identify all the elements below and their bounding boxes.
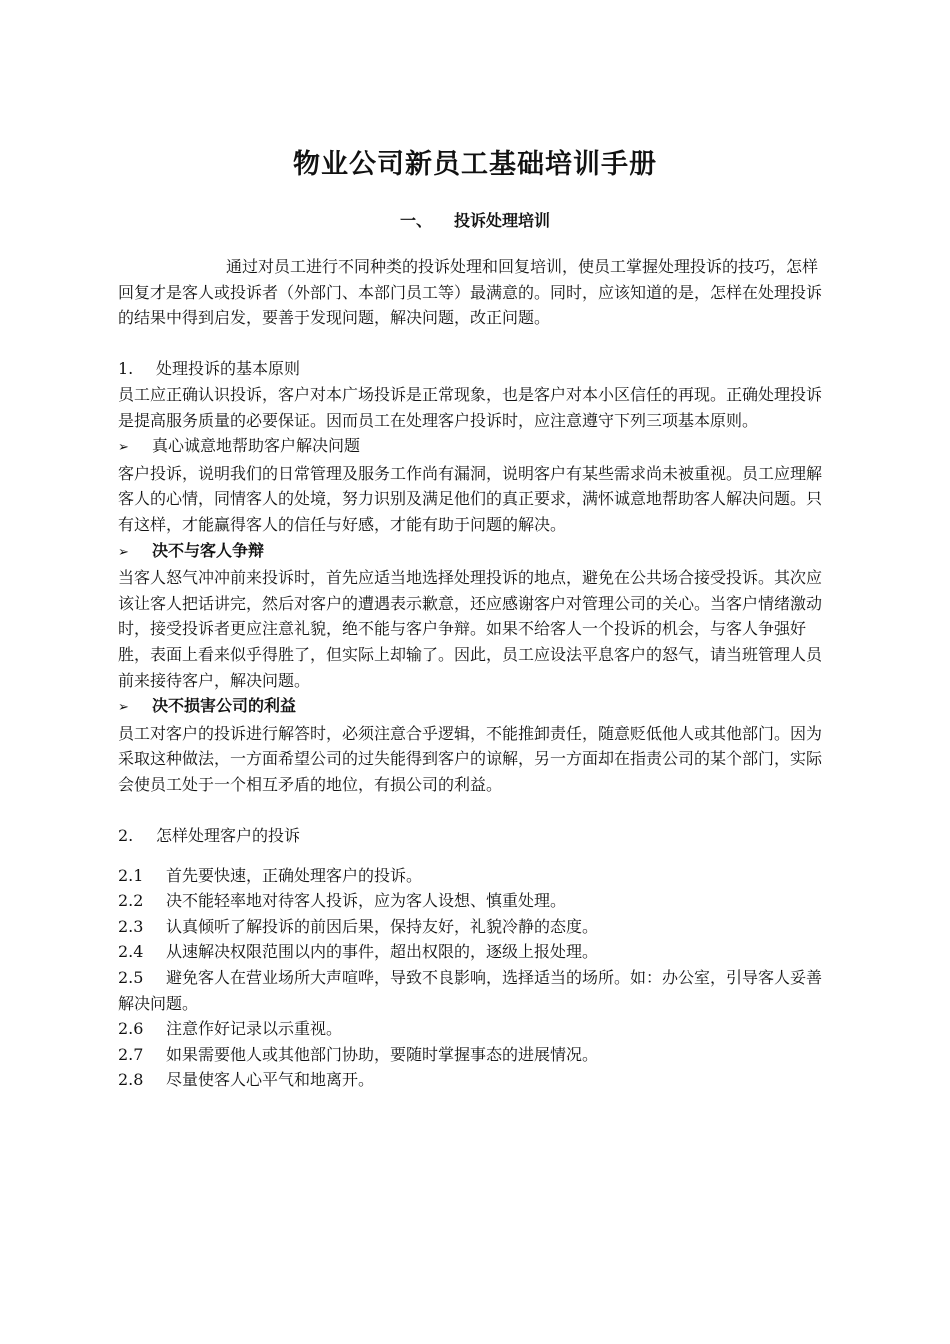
item-text: 决不能轻率地对待客人投诉，应为客人设想、慎重处理。	[166, 891, 567, 911]
item-number: 2.3	[118, 916, 144, 936]
part1-number: 1.	[118, 359, 134, 379]
item-text: 如果需要他人或其他部门协助，要随时掌握事态的进展情况。	[166, 1044, 599, 1064]
list-item	[118, 1067, 830, 1093]
principle-paragraph: 员工对客户的投诉进行解答时，必须注意合乎逻辑，不能推卸责任，随意贬低他人或其他部门。因为采取这种做法，一方面希望公司的过失能得到客户的谅解，另一方面却在指责公司的某个部门，实际会使员工处于一个相互矛盾的地位，有损公司的利益。	[118, 723, 823, 794]
principle-label: 决不损害公司的利益	[152, 696, 297, 716]
item-text: 认真倾听了解投诉的前因后果，保持友好，礼貌冷静的态度。	[166, 916, 599, 936]
principle-label: 真心诚意地帮助客户解决问题	[152, 436, 361, 456]
arrow-bullet-icon: ➢	[118, 544, 129, 560]
section-title: 投诉处理培训	[454, 211, 551, 230]
item-text: 尽量使客人心平气和地离开。	[166, 1070, 375, 1090]
item-text: 从速解决权限范围以内的事件，超出权限的，逐级上报处理。	[166, 942, 599, 962]
item-number: 2.8	[118, 1070, 144, 1090]
item-text: 注意作好记录以示重视。	[166, 1019, 343, 1039]
principle-heading	[118, 433, 830, 461]
part1-title: 处理投诉的基本原则	[156, 359, 301, 379]
intro-paragraph: 通过对员工进行不同种类的投诉处理和回复培训，使员工掌握处理投诉的技巧，怎样回复才是客人或投诉者（外部门、本部门员工等）最满意的。同时，应该知道的是，怎样在处理投诉的结果中得到启发，要善于发现问题，解决问题，改正问题。	[118, 257, 823, 328]
list-item	[118, 1042, 830, 1068]
section-number: 一、	[399, 211, 432, 230]
item-number: 2.7	[118, 1044, 144, 1064]
principle-heading	[118, 693, 830, 721]
list-item	[118, 888, 830, 914]
principle-paragraph: 当客人怒气冲冲前来投诉时，首先应适当地选择处理投诉的地点，避免在公共场合接受投诉。其次应该让客人把话讲完，然后对客户的遭遇表示歉意，还应感谢客户对管理公司的关心。当客户情绪激动时，接受投诉者更应注意礼貌，绝不能与客户争辩。如果不给客人一个投诉的机会，与客人争强好胜，表面上看来似乎得胜了，但实际上却输了。因此，员工应设法平息客户的怒气，请当班管理人员前来接待客户，解决问题。	[118, 568, 823, 690]
list-item	[118, 1016, 830, 1042]
item-text: 首先要快速，正确处理客户的投诉。	[166, 865, 423, 885]
principle-paragraph: 客户投诉，说明我们的日常管理及服务工作尚有漏洞，说明客户有某些需求尚未被重视。员工应理解客人的心情，同情客人的处境，努力识别及满足他们的真正要求，满怀诚意地帮助客人解决问题。只有这样，才能赢得客人的信任与好感，才能有助于问题的解决。	[118, 463, 823, 534]
part1-heading	[118, 356, 830, 382]
item-number: 2.1	[118, 865, 144, 885]
section-heading	[0, 208, 950, 231]
list-item	[118, 914, 830, 940]
document-title: 物业公司新员工基础培训手册	[293, 149, 657, 180]
item-number: 2.2	[118, 891, 144, 911]
principle-heading	[118, 538, 830, 566]
arrow-bullet-icon: ➢	[118, 440, 129, 456]
part1-paragraph: 员工应正确认识投诉，客户对本广场投诉是正常现象，也是客户对本小区信任的再现。正确处理投诉是提高服务质量的必要保证。因而员工在处理客户投诉时，应注意遵守下列三项基本原则。	[118, 384, 823, 430]
list-item	[118, 939, 830, 965]
principle-label: 决不与客人争辩	[152, 540, 265, 560]
list-item	[118, 965, 830, 1016]
part2-number: 2.	[118, 826, 134, 846]
list-item	[118, 863, 830, 889]
item-number: 2.5	[118, 968, 144, 988]
document-body	[118, 254, 830, 1093]
item-text: 避免客人在营业场所大声喧哗，导致不良影响，选择适当的场所。如：办公室，引导客人妥善解决问题。	[118, 968, 823, 1013]
part2-title: 怎样处理客户的投诉	[156, 826, 301, 846]
part2-heading	[118, 823, 830, 849]
item-number: 2.4	[118, 942, 144, 962]
arrow-bullet-icon: ➢	[118, 700, 129, 716]
item-number: 2.6	[118, 1019, 144, 1039]
